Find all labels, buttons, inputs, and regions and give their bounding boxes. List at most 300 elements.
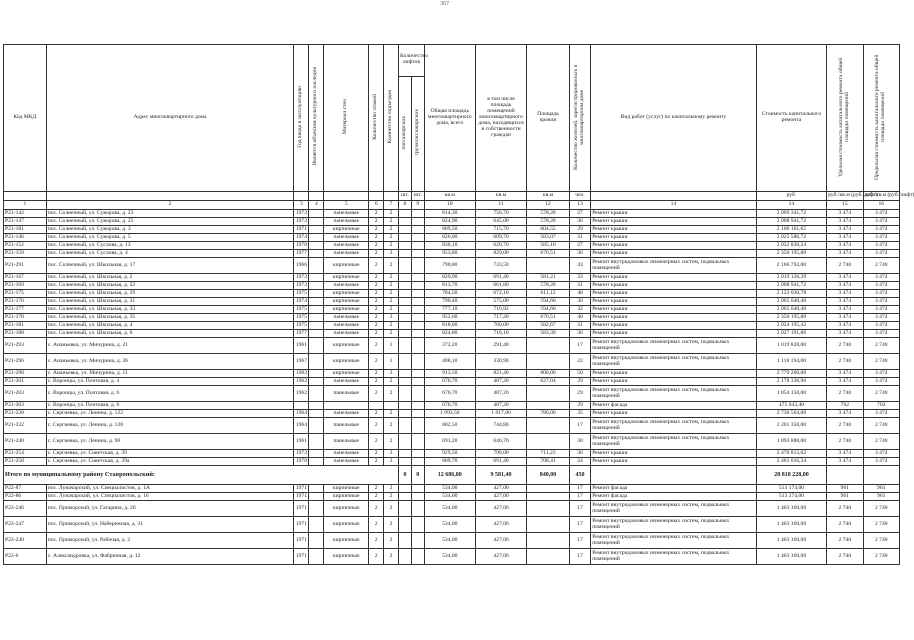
- cell-code: Р21-293: [4, 338, 47, 354]
- cell-code: Р21-203: [4, 402, 47, 410]
- cell-code: Р21-142: [4, 210, 47, 218]
- cell-address: пос. Солнечный, ул. Школьная, д. 22: [46, 282, 294, 290]
- cell-total-area: 784,50: [424, 290, 475, 298]
- cell-year: 1971: [294, 533, 309, 549]
- cell-year: 1973: [295, 273, 308, 280]
- cell-elev-cargo: [411, 250, 424, 258]
- cell-floors: 2: [369, 517, 384, 533]
- cell-cost: 2 461 016,34: [756, 458, 826, 466]
- cell-cost: 2 024 195,42: [756, 322, 826, 330]
- cell-max-cost: 3 474: [863, 410, 900, 418]
- cell-max-cost: 2 740: [863, 533, 900, 549]
- cell-year: 1973: [295, 281, 308, 288]
- cell-residents: 35: [569, 410, 590, 418]
- cell-elev-passenger: [399, 410, 412, 418]
- cell-cost: 1 854 158,00: [756, 386, 826, 402]
- cell-residents: 36: [569, 450, 590, 458]
- cell-walls: панельные: [324, 330, 369, 338]
- cell-entrances: 2: [384, 242, 399, 250]
- unit-cell: кв.м: [475, 192, 526, 201]
- cell-address: пос. Солнечный, ул. Суворова, д. 23: [46, 210, 294, 218]
- cell-cultural: [309, 322, 324, 330]
- cell-max-cost: 3 474: [863, 450, 900, 458]
- cell-elev-cargo: [411, 274, 424, 282]
- cell-code: Р22-6: [4, 549, 47, 565]
- cell-elev-cargo: [411, 290, 424, 298]
- cell-floors: 2: [369, 282, 384, 290]
- cell-entrances: 3: [384, 250, 399, 258]
- cell-entrances: 2: [384, 418, 399, 434]
- cell-cultural: [309, 386, 324, 402]
- cell-entrances: 2: [384, 298, 399, 306]
- total-max: [863, 466, 900, 485]
- unit-cell: [309, 192, 324, 201]
- cell-living-area: 427,00: [475, 549, 526, 565]
- cell-work-type: Ремонт внутридомовых инженерных систем, подвальных помещений: [591, 533, 757, 549]
- cell-cost: 513 174,00: [756, 485, 826, 493]
- cell-living-area: 661,80: [475, 282, 526, 290]
- cell-elev-cargo: [411, 386, 424, 402]
- cell-work-type: Ремонт фасада: [591, 402, 757, 410]
- cell-elev-passenger: [399, 533, 412, 549]
- cell-residents: 17: [569, 493, 590, 501]
- cell-walls: панельные: [324, 410, 369, 418]
- cell-cost: 2 032 830,24: [756, 242, 826, 250]
- table-row: [4, 549, 900, 565]
- table-row: [4, 306, 900, 314]
- cell-cost: 2 123 030,78: [756, 290, 826, 298]
- cell-cultural: [309, 210, 324, 218]
- unit-cell: шт.: [399, 192, 412, 201]
- cell-floors: 2: [369, 218, 384, 226]
- cell-total-area: 952,60: [424, 314, 475, 322]
- cell-cultural: [309, 458, 324, 466]
- unit-cell: [4, 192, 47, 201]
- cell-roof-area: [527, 493, 570, 501]
- cell-year: 1961: [294, 338, 309, 354]
- cell-entrances: 3: [384, 314, 399, 322]
- header-floors: Количество этажей: [369, 45, 384, 192]
- header-cost: Стоимость капитального ремонта: [756, 45, 826, 192]
- total-residents: 450: [569, 466, 590, 485]
- cell-code: Р21-240: [4, 434, 47, 450]
- cell-code: Р21-296: [4, 354, 47, 370]
- cell-cultural: [309, 493, 324, 501]
- cell-roof-area: 578,28: [527, 282, 570, 290]
- cell-cultural: [309, 314, 324, 322]
- cell-elev-cargo: [411, 234, 424, 242]
- table-row: [4, 258, 900, 274]
- cell-living-area: 487,20: [475, 378, 526, 386]
- cell-year: 1977: [295, 329, 308, 336]
- cell-elev-cargo: [411, 402, 424, 410]
- column-number-cell: 11: [475, 201, 526, 210]
- table-row: [4, 533, 900, 549]
- cell-floors: 2: [369, 501, 384, 517]
- cell-living-area: 575,00: [475, 298, 526, 306]
- cell-elev-cargo: [411, 354, 424, 370]
- cell-elev-passenger: [399, 517, 412, 533]
- cell-elev-cargo: [411, 282, 424, 290]
- cell-living-area: 427,00: [475, 485, 526, 493]
- cell-cultural: [309, 354, 324, 370]
- cell-floors: 2: [369, 410, 384, 418]
- cell-cultural: [309, 434, 324, 450]
- cell-total-area: 534,00: [424, 485, 475, 493]
- cell-floors: 2: [369, 533, 384, 549]
- column-number-cell: 1: [4, 201, 47, 210]
- cell-cost: 2 779 200,00: [756, 370, 826, 378]
- cell-cost: 1 463 160,00: [756, 549, 826, 565]
- cell-max-cost: 961: [863, 493, 900, 501]
- cell-elev-cargo: [411, 410, 424, 418]
- cell-roof-area: [527, 258, 570, 274]
- table-body-section-1: [4, 210, 900, 466]
- cell-roof-area: [527, 501, 570, 517]
- cell-elev-passenger: [399, 434, 412, 450]
- cell-entrances: 3: [384, 370, 399, 378]
- cell-year: [294, 402, 309, 410]
- header-elev-cargo: грузопассажирских: [411, 76, 424, 191]
- cell-unit-cost: 3 474: [827, 330, 863, 338]
- cell-total-area: 830,10: [424, 242, 475, 250]
- cell-living-area: 645,00: [475, 218, 526, 226]
- cell-unit-cost: 961: [827, 485, 863, 493]
- cell-work-type: Ремонт внутридомовых инженерных систем, подвальных помещений: [591, 258, 757, 274]
- cell-living-area: 798,00: [475, 450, 526, 458]
- cell-living-area: 1 017,80: [475, 410, 526, 418]
- cell-elev-passenger: [399, 378, 412, 386]
- cell-cultural: [309, 338, 324, 354]
- cell-total-area: 790,80: [424, 258, 475, 274]
- column-number-cell: 4: [309, 201, 324, 210]
- table-row: [4, 242, 900, 250]
- cell-elev-cargo: [411, 258, 424, 274]
- cell-living-area: 691,40: [475, 274, 526, 282]
- cell-entrances: 2: [384, 330, 399, 338]
- cell-unit-cost: 3 474: [827, 314, 863, 322]
- cell-cultural: [309, 517, 324, 533]
- cell-floors: 2: [369, 322, 384, 330]
- cell-code: Р21-181: [4, 322, 47, 330]
- cell-walls: кирпичные: [324, 370, 369, 378]
- cell-address: с. Сергиевка, ул. Ленина, д. 128: [46, 418, 294, 434]
- cell-elev-cargo: [411, 226, 424, 234]
- cell-max-cost: 961: [863, 485, 900, 493]
- header-work-type: Вид работ (услуг) по капитальному ремонту: [591, 45, 757, 192]
- header-walls: Материал стен: [324, 45, 369, 192]
- cell-year: 1967: [294, 354, 309, 370]
- cell-cultural: [309, 549, 324, 565]
- cell-cultural: [309, 402, 324, 410]
- table-row: [4, 450, 900, 458]
- cell-total-area: 534,00: [424, 493, 475, 501]
- cell-unit-cost: 2 740: [827, 501, 863, 517]
- column-number-cell: 15: [827, 201, 863, 210]
- cell-work-type: Ремонт крыши: [591, 250, 757, 258]
- cell-cultural: [309, 250, 324, 258]
- cell-year: 1975: [295, 305, 308, 312]
- cell-elev-passenger: [399, 226, 412, 234]
- cell-max-cost: 2 740: [863, 501, 900, 517]
- cell-total-area: 953,80: [424, 250, 475, 258]
- total-roof-area: 840,00: [527, 466, 570, 485]
- cell-entrances: 2: [384, 517, 399, 533]
- cell-floors: 2: [369, 386, 384, 402]
- cell-floors: [369, 402, 384, 410]
- cell-work-type: Ремонт крыши: [591, 378, 757, 386]
- cell-unit-cost: 3 474: [827, 250, 863, 258]
- cell-unit-cost: 3 474: [827, 306, 863, 314]
- cell-residents: 17: [569, 533, 590, 549]
- cell-residents: 33: [569, 274, 590, 282]
- cell-year: 1978: [295, 457, 308, 464]
- total-section: [4, 466, 900, 485]
- header-roof-area: Площадь кровли: [527, 45, 570, 192]
- cell-entrances: 3: [384, 458, 399, 466]
- cell-elev-passenger: [399, 458, 412, 466]
- cell-total-area: 534,00: [424, 517, 475, 533]
- cell-total-area: 676,70: [424, 402, 475, 410]
- cell-living-area: 609,70: [475, 234, 526, 242]
- cell-work-type: Ремонт внутридомовых инженерных систем, подвальных помещений: [591, 517, 757, 533]
- cell-address: пос. Солнечный, ул. Школьная, д. 35: [46, 314, 294, 322]
- cell-entrances: [384, 402, 399, 410]
- cell-elev-passenger: [399, 322, 412, 330]
- cell-residents: 36: [569, 218, 590, 226]
- cell-max-cost: 3 474: [863, 274, 900, 282]
- cell-work-type: Ремонт крыши: [591, 322, 757, 330]
- total-elev-cargo: 0: [411, 466, 424, 485]
- cell-unit-cost: 3 474: [827, 290, 863, 298]
- cell-living-area: 715,70: [475, 226, 526, 234]
- cell-residents: 17: [569, 549, 590, 565]
- unit-cell: [591, 192, 757, 201]
- cell-address: пос. Солнечный, ул. Школьная, д. 2: [46, 274, 294, 282]
- cell-cost: 2 470 813,02: [756, 450, 826, 458]
- cell-unit-cost: 961: [827, 493, 863, 501]
- table-row: [4, 402, 900, 410]
- cell-work-type: Ремонт внутридомовых инженерных систем, подвальных помещений: [591, 418, 757, 434]
- cell-roof-area: 800,00: [527, 370, 570, 378]
- cell-roof-area: 627,04: [527, 378, 570, 386]
- cell-floors: 2: [369, 314, 384, 322]
- cell-roof-area: 581,21: [527, 274, 570, 282]
- cell-max-cost: 3 474: [863, 378, 900, 386]
- total-work: [591, 466, 757, 485]
- cell-floors: 2: [369, 250, 384, 258]
- cell-walls: панельные: [324, 450, 369, 458]
- cell-total-area: 802,50: [424, 418, 475, 434]
- cell-cultural: [309, 258, 324, 274]
- cell-total-area: 408,10: [424, 354, 475, 370]
- cell-roof-area: 594,60: [527, 298, 570, 306]
- cell-address: с. Ананьевка, ул. Мичурина, д. 36: [46, 354, 294, 370]
- cell-roof-area: 676,51: [527, 250, 570, 258]
- cell-total-area: 534,00: [424, 501, 475, 517]
- cell-entrances: 2: [384, 434, 399, 450]
- table-row: [4, 458, 900, 466]
- cell-walls: кирпичные: [324, 274, 369, 282]
- table-row: [4, 338, 900, 354]
- cell-living-area: 756,70: [475, 210, 526, 218]
- cell-address: пос. Солнечный, ул. Школьная, д. 31: [46, 298, 294, 306]
- cell-cost: 513 174,00: [756, 493, 826, 501]
- cell-cost: 2 025 586,72: [756, 234, 826, 242]
- cell-max-cost: 3 474: [863, 210, 900, 218]
- cell-elev-passenger: [399, 298, 412, 306]
- cell-roof-area: 578,28: [527, 218, 570, 226]
- cell-living-area: 733,50: [475, 258, 526, 274]
- cell-code: Р21-176: [4, 298, 47, 306]
- cell-code: Р21-175: [4, 290, 47, 298]
- cell-roof-area: 585,16: [527, 242, 570, 250]
- cell-elev-passenger: [399, 338, 412, 354]
- cell-total-area: 826,00: [424, 234, 475, 242]
- cell-elev-cargo: [411, 533, 424, 549]
- cell-work-type: Ремонт крыши: [591, 298, 757, 306]
- cell-living-area: 427,00: [475, 517, 526, 533]
- table-row: [4, 282, 900, 290]
- cell-address: пос. Солнечный, ул. Школьная, д. 6: [46, 330, 294, 338]
- unit-cell: кв.м: [424, 192, 475, 201]
- cell-residents: 31: [569, 282, 590, 290]
- cell-max-cost: 2 740: [863, 338, 900, 354]
- table-row: [4, 314, 900, 322]
- cell-address: с. Воронцы, ул. Почтовая, д. 4: [46, 378, 294, 386]
- cell-residents: 22: [569, 354, 590, 370]
- cell-code: Р22-246: [4, 501, 47, 517]
- cell-walls: панельные: [324, 434, 369, 450]
- cell-address: пос. Солнечный, ул. Суслова, д. 4: [46, 250, 294, 258]
- cell-code: Р21-147: [4, 218, 47, 226]
- unit-cell: [46, 192, 294, 201]
- cell-entrances: 2: [384, 258, 399, 274]
- cell-year: 1962: [295, 377, 308, 384]
- cell-cost: 1 463 160,00: [756, 501, 826, 517]
- cell-unit-cost: 3 474: [827, 274, 863, 282]
- cell-walls: панельные: [324, 458, 369, 466]
- cell-roof-area: 786,00: [527, 410, 570, 418]
- cell-floors: 2: [369, 493, 384, 501]
- cell-unit-cost: 3 474: [827, 298, 863, 306]
- cell-floors: 2: [369, 258, 384, 274]
- cell-elev-cargo: [411, 418, 424, 434]
- cell-floors: 2: [369, 290, 384, 298]
- cell-floors: 2: [369, 370, 384, 378]
- cell-code: Р22-248: [4, 533, 47, 549]
- cell-entrances: 2: [384, 274, 399, 282]
- cell-residents: 17: [569, 485, 590, 493]
- header-year: Год ввода в эксплуатацию: [294, 45, 309, 192]
- cell-total-area: 691,20: [424, 434, 475, 450]
- cell-address: с. Сергиевка, ул. Ленина, д. 96: [46, 434, 294, 450]
- cell-living-area: 744,80: [475, 418, 526, 434]
- table-row: [4, 250, 900, 258]
- cell-floors: 2: [369, 450, 384, 458]
- cell-living-area: 487,20: [475, 386, 526, 402]
- table-row: [4, 434, 900, 450]
- cell-residents: 36: [569, 330, 590, 338]
- cell-walls: кирпичные: [324, 290, 369, 298]
- cell-work-type: Ремонт внутридомовых инженерных систем, подвальных помещений: [591, 549, 757, 565]
- cell-roof-area: 708,41: [527, 458, 570, 466]
- header-cultural: Является объектом культурного наследия: [309, 45, 324, 192]
- header-elev-passenger: пассажирских: [399, 76, 412, 191]
- cell-walls: панельные: [324, 210, 369, 218]
- column-number-cell: 14: [591, 201, 757, 210]
- cell-code: Р21-181: [4, 226, 47, 234]
- cell-address: с. Воронцы, ул. Почтовая, д. 6: [46, 402, 294, 410]
- cell-total-area: 676,70: [424, 378, 475, 386]
- unit-cell: [369, 192, 384, 201]
- cell-elev-passenger: [399, 493, 412, 501]
- unit-cell: кв.м: [527, 192, 570, 201]
- cell-elev-passenger: [399, 450, 412, 458]
- cell-address: с. Сергиевка, ул. Ленина, д. 122: [46, 410, 294, 418]
- cell-roof-area: 594,60: [527, 306, 570, 314]
- table-row: [4, 418, 900, 434]
- cell-work-type: Ремонт крыши: [591, 234, 757, 242]
- cell-roof-area: 582,67: [527, 322, 570, 330]
- cell-work-type: Ремонт крыши: [591, 306, 757, 314]
- cell-elev-cargo: [411, 493, 424, 501]
- cell-floors: 2: [369, 330, 384, 338]
- cell-address: с. Сергиевка, ул. Советская, д. 39а: [46, 458, 294, 466]
- cell-living-area: 640,70: [475, 434, 526, 450]
- cell-living-area: 427,00: [475, 533, 526, 549]
- cell-residents: 29: [569, 402, 590, 410]
- cell-living-area: 716,92: [475, 306, 526, 314]
- cell-address: пос. Приморский, ул. Набережная, д. 31: [46, 517, 294, 533]
- cell-address: пос. Луначарский, ул. Специалистов, д. 1А: [46, 485, 294, 493]
- cell-elev-passenger: [399, 250, 412, 258]
- cell-unit-cost: 2 740: [827, 258, 863, 274]
- cell-elev-cargo: [411, 298, 424, 306]
- cell-elev-cargo: [411, 210, 424, 218]
- cell-unit-cost: 2 740: [827, 354, 863, 370]
- cell-year: 1973: [295, 209, 308, 216]
- cell-living-area: 672,10: [475, 290, 526, 298]
- cell-roof-area: [527, 338, 570, 354]
- cell-work-type: Ремонт фасада: [591, 493, 757, 501]
- cell-max-cost: 3 474: [863, 226, 900, 234]
- cell-elev-cargo: [411, 306, 424, 314]
- cell-max-cost: 3 474: [863, 370, 900, 378]
- table-row: [4, 330, 900, 338]
- cell-code: Р21-254: [4, 450, 47, 458]
- cell-total-area: 913,50: [424, 370, 475, 378]
- cell-code: Р21-167: [4, 274, 47, 282]
- cell-walls: кирпичные: [324, 549, 369, 565]
- cell-floors: 2: [369, 458, 384, 466]
- cell-work-type: Ремонт крыши: [591, 458, 757, 466]
- cell-entrances: 2: [384, 226, 399, 234]
- table-row: [4, 322, 900, 330]
- total-elev-passenger: 0: [399, 466, 412, 485]
- column-number-cell: 2: [46, 201, 294, 210]
- units-row: [4, 192, 900, 201]
- table-row: [4, 226, 900, 234]
- cell-cultural: [309, 226, 324, 234]
- cell-entrances: 2: [384, 386, 399, 402]
- cell-entrances: 2: [384, 493, 399, 501]
- cell-max-cost: 2 740: [863, 258, 900, 274]
- cell-roof-area: 583,39: [527, 330, 570, 338]
- cell-max-cost: 3 474: [863, 314, 900, 322]
- cell-year: 1977: [295, 249, 308, 256]
- cell-year: 1971: [294, 549, 309, 565]
